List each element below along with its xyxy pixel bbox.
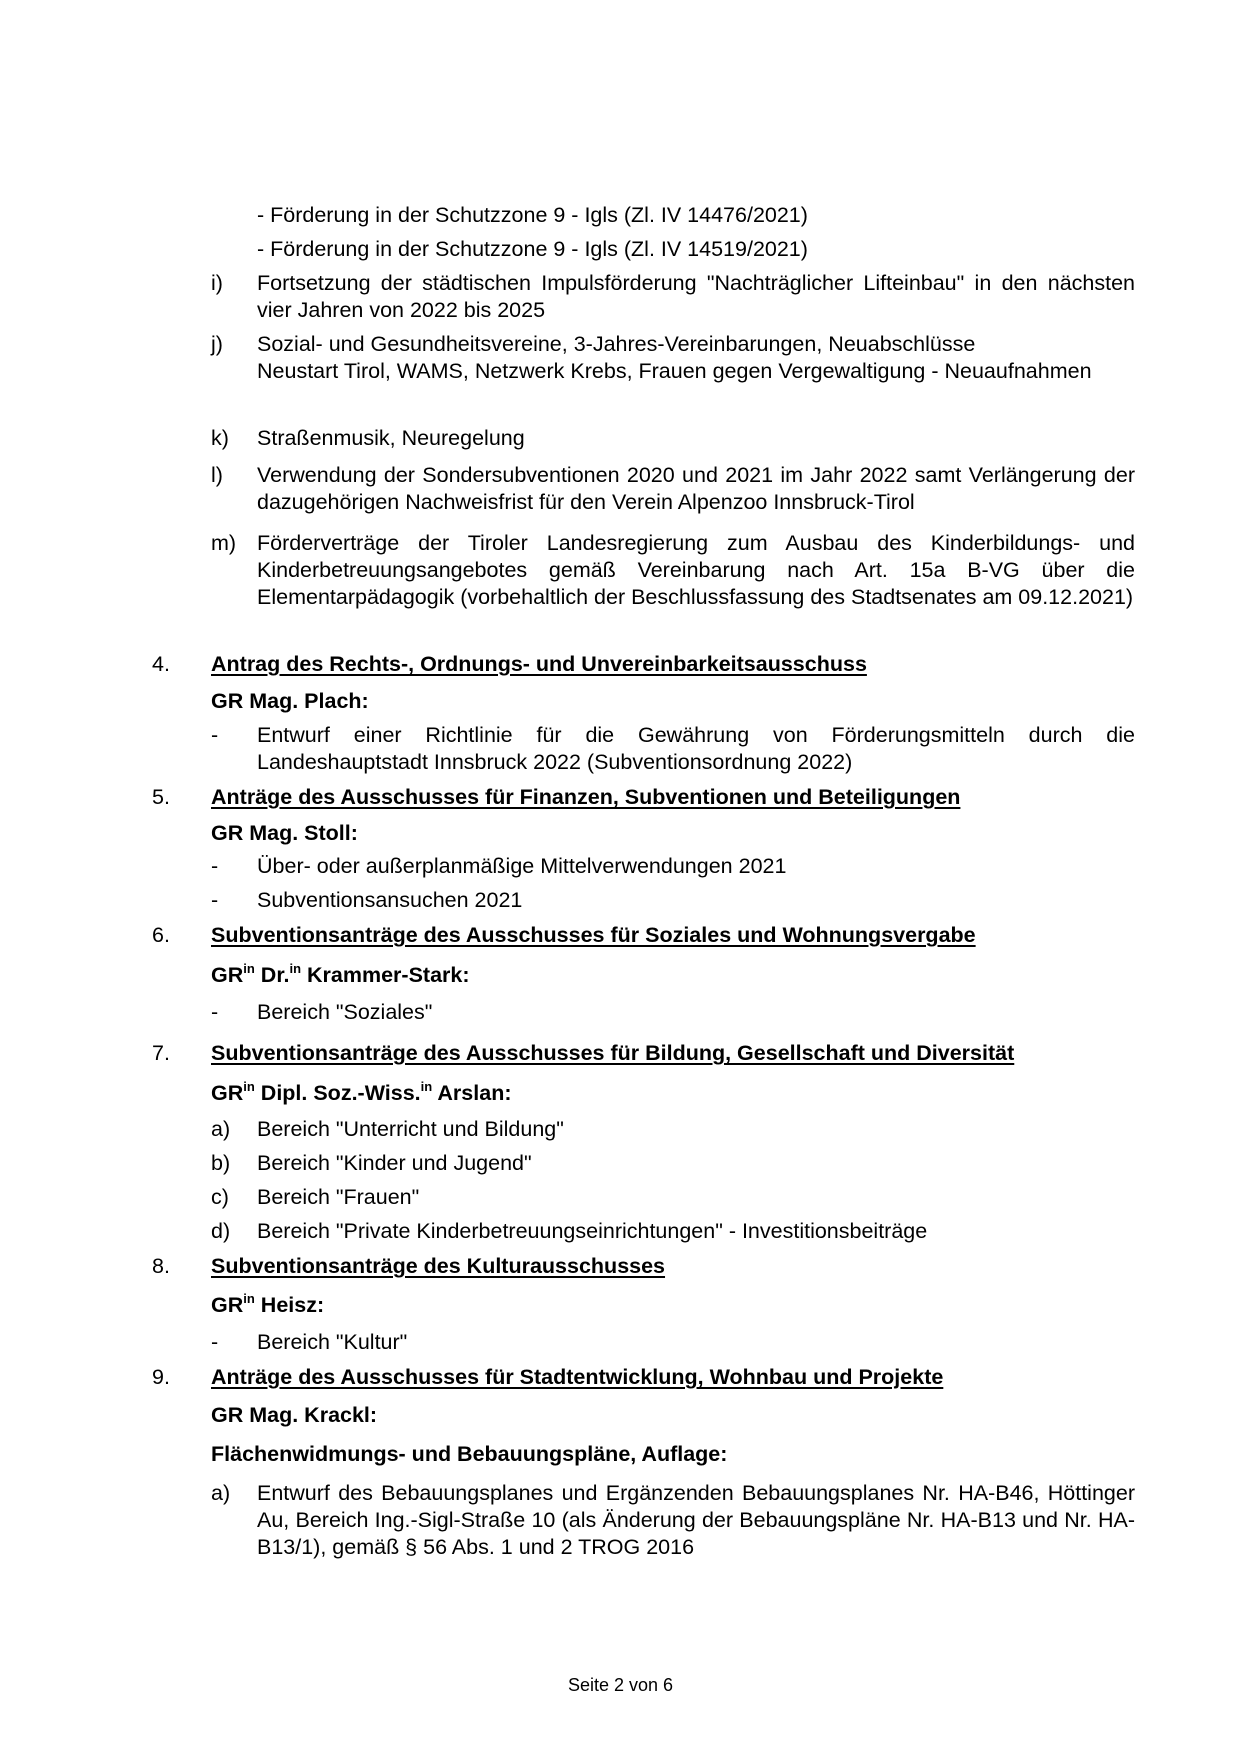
item-text: Entwurf des Bebauungsplanes und Ergänzenden Bebauungsplanes Nr. HA-B46, Höttinger Au, Bereich Ing.-Sigl-Straße 10 (als Änderung der Bebauungspläne Nr. HA-B13 und Nr. HA-B13/1), gemäß § 56 Abs. 1 und 2 TROG 2016 — [257, 1481, 1135, 1559]
item-text: Fortsetzung der städtischen Impulsförderung "Nachträglicher Lifteinbau" in den nächsten vier Jahren von 2022 bis 2025 — [257, 271, 1135, 322]
section-number: 8. — [152, 1254, 170, 1278]
item-text: Straßenmusik, Neuregelung — [257, 426, 525, 450]
speaker-name: GR Mag. Krackl: — [211, 1403, 378, 1427]
list-item: - Förderung in der Schutzzone 9 - Igls (Zl. IV 14476/2021) — [257, 203, 808, 227]
item-text: Sozial- und Gesundheitsvereine, 3-Jahres-Vereinbarungen, Neuabschlüsse — [257, 332, 976, 356]
item-text: Förderverträge der Tiroler Landesregierung zum Ausbau des Kinderbildungs- und Kinderbetreuungsangebotes gemäß Vereinbarung nach Art. 15a B-VG über die Elementarpädagogik (vorbehaltlich der Beschlussfassung des Stadtsenates am 09.12.2021) — [257, 531, 1135, 609]
speaker-name: GR Mag. Plach: — [211, 689, 369, 713]
section-heading: Subventionsanträge des Ausschusses für Soziales und Wohnungsvergabe — [211, 923, 976, 947]
item-label: - — [211, 723, 219, 747]
item-label: j) — [211, 332, 223, 356]
item-text: Bereich "Frauen" — [257, 1185, 420, 1209]
section-number: 5. — [152, 785, 170, 809]
section-number: 4. — [152, 652, 170, 676]
section-number: 6. — [152, 923, 170, 947]
section-number: 9. — [152, 1365, 170, 1389]
speaker-name: $GR^{in}$ Dr.$^{in}$ Krammer-Stark: — [211, 961, 470, 987]
section-heading: Antrag des Rechts-, Ordnungs- und Unvereinbarkeitsausschuss — [211, 652, 867, 676]
section-heading: Anträge des Ausschusses für Stadtentwicklung, Wohnbau und Projekte — [211, 1365, 944, 1389]
item-text: Verwendung der Sondersubventionen 2020 und 2021 im Jahr 2022 samt Verlängerung der dazugehörigen Nachweisfrist für den Verein Alpenzoo Innsbruck-Tirol — [257, 463, 1135, 514]
item-label: - — [211, 854, 219, 878]
item-text: Über- oder außerplanmäßige Mittelverwendungen 2021 — [257, 854, 787, 878]
section-heading: Anträge des Ausschusses für Finanzen, Subventionen und Beteiligungen — [211, 785, 961, 809]
item-text: Entwurf einer Richtlinie für die Gewährung von Förderungsmitteln durch die Landeshauptstadt Innsbruck 2022 (Subventionsordnung 2022) — [257, 723, 1135, 774]
item-label: a) — [211, 1117, 231, 1141]
item-label: d) — [211, 1219, 231, 1243]
item-text: Bereich "Kultur" — [257, 1330, 408, 1354]
speaker-name: GR Mag. Stoll: — [211, 821, 358, 845]
item-label: - — [211, 1000, 219, 1024]
item-text: Bereich "Unterricht und Bildung" — [257, 1117, 564, 1141]
item-text: Bereich "Kinder und Jugend" — [257, 1151, 532, 1175]
section-heading: Subventionsanträge des Kulturausschusses — [211, 1254, 666, 1278]
item-label: k) — [211, 426, 229, 450]
item-text-continued: Neustart Tirol, WAMS, Netzwerk Krebs, Frauen gegen Vergewaltigung - Neuaufnahmen — [257, 359, 1092, 383]
item-label: a) — [211, 1481, 231, 1505]
item-label: - — [211, 888, 219, 912]
page-footer: Seite 2 von 6 — [567, 1675, 674, 1695]
item-label: c) — [211, 1185, 229, 1209]
item-text: Bereich "Soziales" — [257, 1000, 433, 1024]
item-label: l) — [211, 463, 223, 487]
item-label: i) — [211, 271, 223, 295]
speaker-name: $GR^{in}$ Dipl. Soz.-Wiss.$^{in}$ Arslan: — [211, 1079, 512, 1105]
item-label: b) — [211, 1151, 231, 1175]
section-number: 7. — [152, 1041, 170, 1065]
subheading-text: Flächenwidmungs- und Bebauungspläne, Auflage: — [211, 1442, 728, 1466]
speaker-name: $GR^{in}$ Heisz: — [211, 1291, 325, 1317]
list-item: - Förderung in der Schutzzone 9 - Igls (Zl. IV 14519/2021) — [257, 237, 808, 261]
section-heading: Subventionsanträge des Ausschusses für Bildung, Gesellschaft und Diversität — [211, 1041, 1015, 1065]
item-label: - — [211, 1330, 219, 1354]
item-text: Bereich "Private Kinderbetreuungseinrichtungen" - Investitionsbeiträge — [257, 1219, 928, 1243]
item-label: m) — [211, 531, 237, 555]
item-text: Subventionsansuchen 2021 — [257, 888, 523, 912]
